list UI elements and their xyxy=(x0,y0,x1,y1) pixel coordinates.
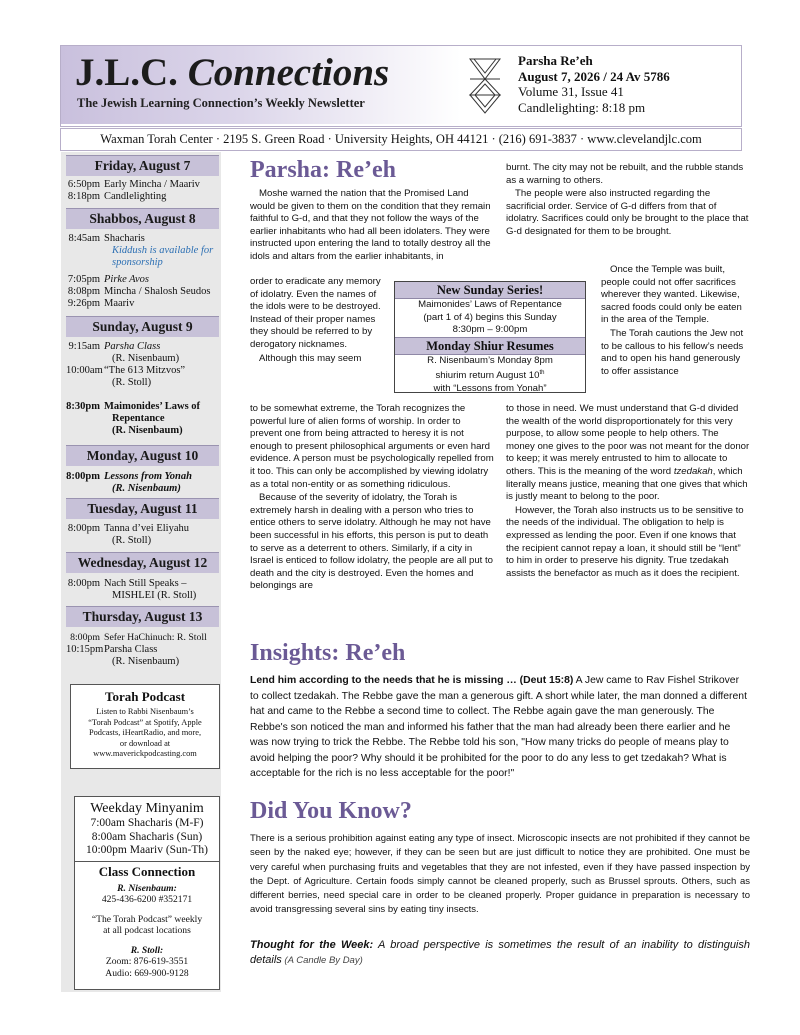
shabbos-header: Shabbos, August 8 xyxy=(66,208,219,229)
parsha-heading: Parsha: Re’eh xyxy=(250,157,396,183)
announcement-line: 8:30pm – 9:00pm xyxy=(452,324,528,335)
podcast-line: “Torah Podcast” at Spotify, Apple xyxy=(88,717,202,727)
schedule-item-sub: MISHLEI (R. Stoll) xyxy=(112,590,197,601)
wednesday-header: Wednesday, August 12 xyxy=(66,552,219,573)
thought-for-week: Thought for the Week: A broad perspective is sometimes the result of an inability to distinguish details (A Candle By Day) xyxy=(250,939,750,966)
minyan-line: 7:00am Shacharis (M-F) xyxy=(90,817,204,829)
schedule-item: 9:26pm Maariv xyxy=(67,298,135,309)
did-you-know-heading: Did You Know? xyxy=(250,798,412,824)
announcement-title: Monday Shiur Resumes xyxy=(395,337,585,355)
kiddush-note: sponsorship xyxy=(112,257,163,268)
podcast-line: or download at xyxy=(119,738,171,748)
parsha-column-2-top xyxy=(506,162,750,239)
parsha-paragraph: Once the Temple was built, people could not offer sacrifices wherever they wanted. Likewise, sacred foods could only be eaten in the area of the Temple. xyxy=(601,264,742,326)
podcast-title: Torah Podcast xyxy=(104,689,186,704)
parsha-paragraph: The Torah cautions the Jew not to be callous to his fellow’s needs and to open his hand generously to offer assistance xyxy=(601,327,744,377)
thursday-header: Thursday, August 13 xyxy=(66,606,219,627)
parsha-paragraph: However, the Torah also instructs us to be sensitive to the needs of the individual. The obligation to help is expressed as lending the poor. Even if one knows that the recipient cannot repay a loan, it should still be “lent” to him in order to preserve his dignity. True tzedakah assists the benefactor as much as it does the recipient. xyxy=(506,504,744,579)
audio-number: Audio: 669-900-9128 xyxy=(105,967,189,979)
insights-text: Lend him according to the needs that he is missing … (Deut 15:8) A Jew came to Rav Fishel Strikover to collect tzedakah. The Rebbe gave the man a generous gift. A short while later, the man donned a different hat and came to the Rebbe a second time to collect. The Rebbe again gave the man generously. The Rebbe's son noticed the man and informed his father that the man had already been there earlier and he was now trying to trick the Rebbe. The Rebbe told his son, "How many tricks do people of means play to avoid helping the poor? Why should it be prohibited for the poor to do any less to get tzedakah? What is acceptable for the rich is no less acceptable for the poor!" xyxy=(250,675,747,779)
newsletter-subtitle: The Jewish Learning Connection’s Weekly Newsletter xyxy=(77,96,365,110)
sunday-header: Sunday, August 9 xyxy=(66,316,219,337)
parsha-column-1-bottom xyxy=(250,403,494,593)
schedule-item: 6:50pm Early Mincha / Maariv xyxy=(67,179,200,190)
schedule-item: 8:08pm Mincha / Shalosh Seudos xyxy=(67,286,211,297)
minyan-line: 10:00pm Maariv (Sun-Th) xyxy=(85,844,208,856)
parsha-paragraph: burnt. The city may not be rebuilt, and the rubble stands as a warning to others. xyxy=(506,162,744,186)
schedule-item-sub: (R. Nisenbaum) xyxy=(112,353,180,364)
announcement-line: Maimonides’ Laws of Repentance xyxy=(418,299,562,310)
schedule-item: 10:15pmParsha Class xyxy=(66,644,158,655)
podcast-note: “The Torah Podcast” weekly xyxy=(91,913,203,925)
schedule-item: 8:45am Shacharis xyxy=(68,233,145,244)
schedule-item-sub: (R. Nisenbaum) xyxy=(112,483,181,494)
parsha-column-1-wrap xyxy=(250,276,388,365)
podcast-note: at all podcast locations xyxy=(103,925,191,936)
podcast-link[interactable]: www.maverickpodcasting.com xyxy=(93,749,197,758)
insights-heading: Insights: Re’eh xyxy=(250,640,406,666)
newsletter-title: J.L.C. Connections xyxy=(75,51,390,94)
rabbi-phone: 425-436-6200 #352171 xyxy=(101,894,193,905)
parsha-column-2-wrap xyxy=(601,264,750,378)
rabbi-name: R. Nisenbaum: xyxy=(117,882,177,894)
schedule-item: 8:00pm Lessons from Yonah xyxy=(66,471,192,482)
schedule-item: 8:00pm Tanna d’vei Eliyahu xyxy=(67,523,189,534)
parsha-paragraph: to those in need. We must understand that G-d divided the wealth of the world disproportionately for this very purpose, to allow some people to help others. The money one gives to the poor was not meant for the donor to keep; it was merely entrusted to him to allocate to others. This is the meaning of the word tzedakah, which literally means justice, meaning that one gives that which is justly meant to belong to the poor. xyxy=(506,403,750,503)
announcement-line: with “Lessons from Yonah” xyxy=(433,382,547,394)
schedule-item: 8:18pm Candlelighting xyxy=(67,191,167,202)
monday-header: Monday, August 10 xyxy=(66,445,219,466)
minyan-line: 8:00am Shacharis (Sun) xyxy=(91,830,203,843)
parsha-paragraph: Because of the severity of idolatry, the Torah is extremely harsh in dealing with a person who tries to entice others to serve idolatry. Although he may not have been successful in his efforts, this person is put to death to serve as a deterrent to others. Similarly, if a city in Israel is enticed to follow idolatry, the people are all put to death and the city is destroyed. Even the homes and belongings are xyxy=(250,492,494,592)
announcement-line: R. Nisenbaum’s Monday 8pm xyxy=(427,354,553,366)
schedule-item-sub: (R. Stoll) xyxy=(112,535,152,546)
announcement-title: New Sunday Series! xyxy=(395,282,585,299)
minyanim-box xyxy=(74,796,220,990)
zoom-number: Zoom: 876-619-3551 xyxy=(105,956,189,967)
parsha-paragraph: Moshe warned the nation that the Promised Land would be given to them on the condition that they remain faithful to G-d, and that they not follow the ways of the earlier inhabitants who had all been idolaters. They were instructed upon entering the land to totally destroy all the idols and altars from the earlier inhabitants, in xyxy=(250,188,491,262)
schedule-item-sub: (R. Nisenbaum) xyxy=(112,656,180,667)
issue-volume: Volume 31, Issue 41 xyxy=(518,84,624,99)
parsha-paragraph: to be somewhat extreme, the Torah recognizes the powerful lure of alien forms of worship. In order to prevent one from being attracted to heresy it is not enough to present philosophical arguments or even hard evidence. A person must be psychologically repelled from it too. This can only be accomplished by viewing idolatry as a total non-entity or as something ridiculous. xyxy=(250,403,494,490)
schedule-item-sub: (R. Nisenbaum) xyxy=(112,425,183,436)
podcast-line: Podcasts, iHeartRadio, and more, xyxy=(88,728,202,737)
schedule-item: 8:30pm Maimonides’ Laws of xyxy=(66,401,201,412)
parsha-paragraph: order to eradicate any memory of idolatry. Even the names of the idols were to be destroyed. Instead of their proper names they should be referred to by derogatory nicknames. xyxy=(250,276,381,350)
issue-parsha: Parsha Re’eh xyxy=(518,53,593,68)
parsha-column-1-top xyxy=(250,188,494,264)
podcast-line: Listen to Rabbi Nisenbaum’s xyxy=(96,707,194,716)
minyanim-title: Weekday Minyanim xyxy=(90,801,204,816)
parsha-paragraph: The people were also instructed regarding the sacrificial order. Service of G-d differs from that of idolatry. Sacrifices could only be brought to the place that G-d designated for them to be brought. xyxy=(506,188,749,237)
schedule-item: 8:00pm Nach Still Speaks – xyxy=(67,578,187,589)
schedule-item-sub: Repentance xyxy=(112,413,165,424)
tuesday-header: Tuesday, August 11 xyxy=(66,498,219,519)
issue-date: August 7, 2026 / 24 Av 5786 xyxy=(518,68,670,84)
schedule-item: 9:15am Parsha Class xyxy=(68,341,161,352)
schedule-item-cancelled: 7:05pm Pirke Avos xyxy=(67,274,150,285)
parsha-paragraph: Although this may seem xyxy=(259,352,362,364)
issue-info xyxy=(518,53,670,115)
rabbi-name: R. Stoll: xyxy=(130,944,164,956)
announcement-line: shiurim return August 10th xyxy=(435,370,545,382)
insights-lead: Lend him according to the needs that he is missing … (Deut 15:8) xyxy=(250,675,574,686)
schedule-item-sub: (R. Stoll) xyxy=(112,377,152,388)
did-you-know-text: There is a serious prohibition against eating any type of insect. Microscopic insects are not prohibited if they cannot be seen by the naked eye; however, if they can be seen but are just difficult to notice they are prohibited. One must be very careful when purchasing fruits and vegetables that they are not infested, even if they have passed inspection by the Dept. of Agriculture. Certain foods simply cannot be cleaned properly, such as Brussel sprouts. Others, such as different berries, need special care in order to be cleaned properly. Proper guidance in preparation is necessary to avoid transgressing several sins by eating tiny insects. xyxy=(250,833,750,916)
friday-header: Friday, August 7 xyxy=(66,155,219,176)
kiddush-note: Kiddush is available for xyxy=(112,245,214,256)
jlc-logo-icon xyxy=(468,57,502,115)
schedule-item: 8:00pm Sefer HaChinuch: R. Stoll xyxy=(70,632,207,643)
address-bar: Waxman Torah Center · 2195 S. Green Road · University Heights, OH 44121 · (216) 691-3837 · www.clevelandjlc.com xyxy=(60,128,742,151)
announcement-line: (part 1 of 4) begins this Sunday xyxy=(423,311,557,323)
announcement-box xyxy=(394,281,586,393)
torah-podcast-box xyxy=(70,684,220,769)
parsha-column-2-bottom xyxy=(506,403,750,580)
class-connection-title: Class Connection xyxy=(98,863,196,879)
schedule-item: 10:00am“The 613 Mitzvos” xyxy=(66,365,186,376)
issue-candlelighting: Candlelighting: 8:18 pm xyxy=(518,99,646,115)
